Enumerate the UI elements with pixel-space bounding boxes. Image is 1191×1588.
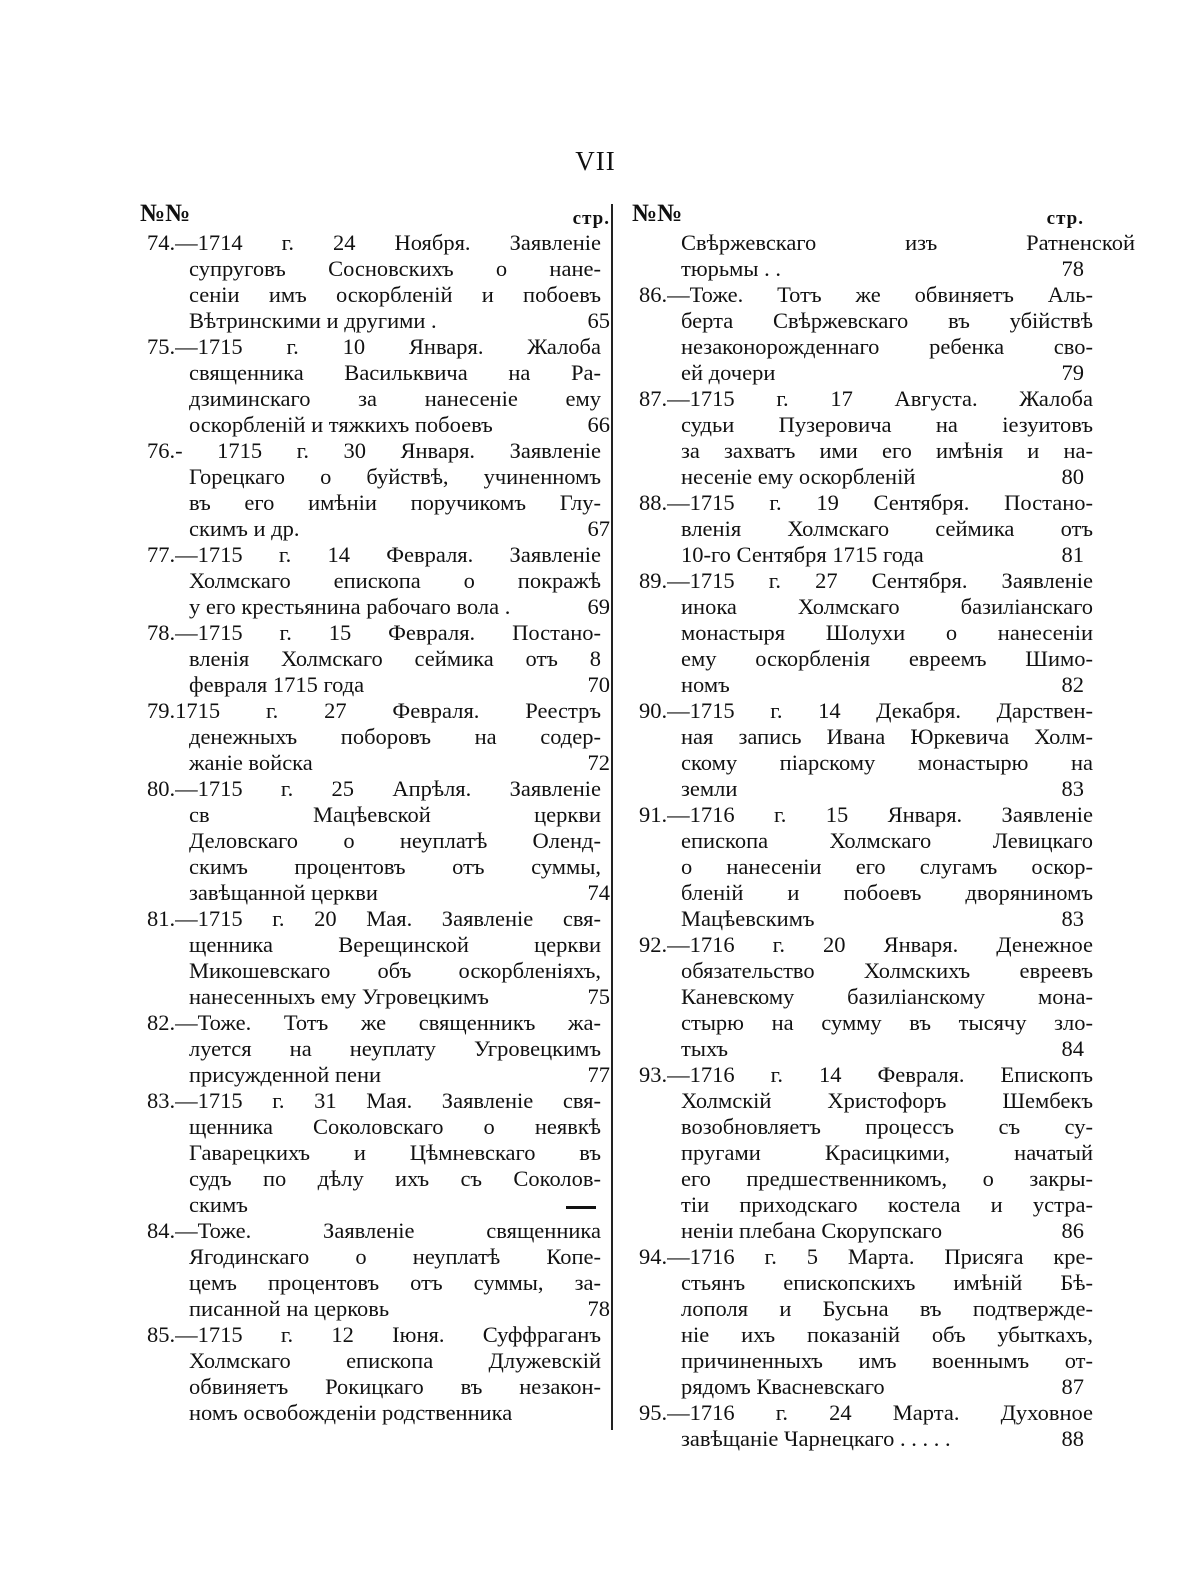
- entry-page-number: 81: [1061, 542, 1084, 567]
- toc-entry: [132, 1088, 610, 1218]
- entry-text: —1715 г. 25 Апрѣля. Заявленіе: [175, 776, 601, 801]
- entry-number: 95.: [639, 1400, 668, 1425]
- entry-page-number: 69: [587, 594, 610, 619]
- entry-first-line: [132, 1088, 601, 1114]
- toc-entry: [132, 1010, 610, 1088]
- entry-line: февраля 1715 года: [189, 672, 365, 697]
- toc-entry: [132, 230, 610, 334]
- entry-number: 90.: [639, 698, 668, 723]
- entry-text: 1715 г. 27 Февраля. Реестръ: [175, 698, 601, 723]
- entry-line: номъ освобожденіи родственника: [189, 1400, 513, 1425]
- entry-line: епископа Холмскаго Левицкаго: [681, 828, 1093, 853]
- entry-line: незаконорожденнаго ребенка сво-: [681, 334, 1093, 359]
- entry-page-number: 78: [587, 1296, 610, 1321]
- entry-line: присужденной пени: [189, 1062, 382, 1087]
- entry-page-number: 75: [587, 984, 610, 1009]
- entry-line: Микошевскаго объ оскорбленіяхъ,: [189, 958, 601, 983]
- entry-line: земли: [681, 776, 738, 801]
- entry-number: 87.: [639, 386, 668, 411]
- entry-line: денежныхъ поборовъ на содер-: [189, 724, 601, 749]
- entry-line: ему оскорбленія евреемъ Шимо-: [681, 646, 1093, 671]
- entry-line: скимъ процентовъ отъ суммы,: [189, 854, 601, 879]
- entry-text: —Тоже. Тотъ же священникъ жа-: [175, 1010, 601, 1035]
- entry-line: Каневскому базиліанскому мона-: [681, 984, 1093, 1009]
- entry-line: 10-го Сентября 1715 года: [681, 542, 924, 567]
- entry-line: бленій и побоевъ дворяниномъ: [681, 880, 1093, 905]
- toc-entry: [624, 932, 1093, 1062]
- entry-text: —1715 г. 15 Февраля. Постано-: [175, 620, 601, 645]
- entry-line: за захватъ ими его имѣнія и на-: [681, 438, 1093, 463]
- entry-number: 83.: [147, 1088, 176, 1113]
- entry-line: св Мацѣевской церкви: [189, 802, 601, 827]
- entry-page-number: 70: [587, 672, 610, 697]
- entry-page-number: 66: [587, 412, 610, 437]
- entry-number: 85.: [147, 1322, 176, 1347]
- entry-first-line: [624, 1400, 1093, 1426]
- number-heading: №№: [140, 200, 191, 227]
- toc-entry: [624, 568, 1093, 698]
- entry-line: стырю на сумму въ тысячу зло-: [681, 1010, 1093, 1035]
- entry-line: Холмскаго епископа о покражѣ: [189, 568, 601, 593]
- entry-line: вленія Холмскаго сеймика отъ: [681, 516, 1093, 541]
- entry-line: неніи плебана Скорупскаго: [681, 1218, 943, 1243]
- entry-first-line: [624, 1062, 1093, 1088]
- entry-number: 76.: [147, 438, 176, 463]
- entry-line: Холмскаго епископа Длужевскій: [189, 1348, 601, 1373]
- left-column-header: [132, 200, 610, 230]
- entry-page-number: 83: [1061, 906, 1084, 931]
- entry-line: скимъ: [189, 1192, 248, 1217]
- entry-line: священника Васильквича на Ра-: [189, 360, 601, 385]
- entry-first-line: [132, 1322, 601, 1348]
- page-folio: VII: [575, 146, 616, 176]
- entry-first-line: Свѣржевскаго изъ Ратненской: [681, 230, 1135, 255]
- toc-entry: [132, 1322, 610, 1426]
- entry-text: —1715 г. 20 Мая. Заявленіе свя-: [175, 906, 601, 931]
- entry-number: 81.: [147, 906, 176, 931]
- page-heading: стр.: [1046, 208, 1084, 229]
- entry-page-number: 88: [1061, 1426, 1084, 1451]
- right-column: [624, 200, 1135, 1452]
- entry-first-line: [132, 1218, 601, 1244]
- toc-entry: [624, 1400, 1093, 1452]
- entry-line: завѣщаніе Чарнецкаго . . . . .: [681, 1426, 951, 1451]
- entry-text: —1715 г. 19 Сентября. Постано-: [667, 490, 1093, 515]
- toc-entry: [132, 542, 610, 620]
- entry-number: 75.: [147, 334, 176, 359]
- entry-line: его предшественникомъ, о закры-: [681, 1166, 1093, 1191]
- entry-text: —Тоже. Заявленіе священника: [175, 1218, 601, 1243]
- entry-text: —1716 г. 20 Января. Денежное: [667, 932, 1093, 957]
- entry-line: обязательство Холмскихъ евреевъ: [681, 958, 1093, 983]
- entry-line: тіи приходскаго костела и устра-: [681, 1192, 1093, 1217]
- entry-number: 94.: [639, 1244, 668, 1269]
- entry-first-line: [132, 776, 601, 802]
- entry-first-line: [132, 698, 601, 724]
- entry-page-number: 67: [587, 516, 610, 541]
- entry-first-line: [624, 386, 1093, 412]
- entry-line: судъ по дѣлу ихъ съ Соколов-: [189, 1166, 601, 1191]
- entry-line: несеніе ему оскорбленій: [681, 464, 916, 489]
- entry-text: —1716 г. 5 Марта. Присяга кре-: [667, 1244, 1093, 1269]
- entry-line: пругами Красицкими, начатый: [681, 1140, 1093, 1165]
- entry-line: писанной на церковь: [189, 1296, 390, 1321]
- entry-line: тыхъ: [681, 1036, 728, 1061]
- entry-line: Гаварецкихъ и Цѣмневскаго въ: [189, 1140, 601, 1165]
- entry-first-line: [132, 334, 601, 360]
- entry-page-number: 84: [1061, 1036, 1084, 1061]
- entry-page-number: 65: [587, 308, 610, 333]
- toc-entry: [132, 776, 610, 906]
- toc-entry: [624, 1062, 1093, 1244]
- entry-line: жаніе войска: [189, 750, 313, 775]
- entry-text: —1715 г. 12 Іюня. Суффраганъ: [175, 1322, 601, 1347]
- entry-number: 93.: [639, 1062, 668, 1087]
- entry-number: 77.: [147, 542, 176, 567]
- entry-page-number: 79: [1061, 360, 1084, 385]
- entry-line: цемъ процентовъ отъ суммы, за-: [189, 1270, 601, 1295]
- entry-text: —Тоже. Тотъ же обвиняетъ Аль-: [667, 282, 1093, 307]
- toc-entry: [624, 1244, 1093, 1400]
- number-heading: №№: [632, 200, 683, 227]
- entry-text: —1715 г. 10 Января. Жалоба: [175, 334, 601, 359]
- entry-line: судьи Пузеровича на іезуитовъ: [681, 412, 1093, 437]
- entry-line: нанесенныхъ ему Угровецкимъ: [189, 984, 489, 1009]
- toc-entry: [132, 698, 610, 776]
- entry-page-number: 87: [1061, 1374, 1084, 1399]
- entry-line: рядомъ Квасневскаго: [681, 1374, 885, 1399]
- entry-line: вленія Холмскаго сеймика отъ 8: [189, 646, 601, 671]
- entry-first-line: [624, 698, 1093, 724]
- toc-entry: [624, 282, 1093, 386]
- entry-first-line: [132, 230, 601, 256]
- entry-line: монастыря Шолухи о нанесеніи: [681, 620, 1093, 645]
- entry-line: тюрьмы . .: [681, 256, 782, 281]
- entry-page-number: 86: [1061, 1218, 1084, 1243]
- toc-entry: [624, 802, 1093, 932]
- entry-line: завѣщанной церкви: [189, 880, 378, 905]
- entry-line: скому піарскому монастырю на: [681, 750, 1093, 775]
- entry-line: у его крестьянина рабочаго вола .: [189, 594, 511, 619]
- entry-number: 80.: [147, 776, 176, 801]
- entry-text: —1715 г. 31 Мая. Заявленіе свя-: [175, 1088, 601, 1113]
- entry-line: стьянъ епископскихъ имѣній Бѣ-: [681, 1270, 1093, 1295]
- entry-line: въ его имѣніи поручикомъ Глу-: [189, 490, 601, 515]
- entry-line: ная запись Ивана Юркевича Холм-: [681, 724, 1093, 749]
- right-entry-list: [624, 230, 1135, 1452]
- entry-first-line: [132, 542, 601, 568]
- left-column: [132, 200, 610, 1426]
- entry-first-line: [132, 906, 601, 932]
- toc-entry: [132, 1218, 610, 1322]
- entry-first-line: [132, 620, 601, 646]
- toc-entry: [624, 490, 1093, 568]
- entry-line: Горецкаго о буйствѣ, учиненномъ: [189, 464, 601, 489]
- entry-text: —1714 г. 24 Ноября. Заявленіе: [175, 230, 601, 255]
- entry-line: ніе ихъ показаній объ убыткахъ,: [681, 1322, 1093, 1347]
- entry-line: щенника Соколовскаго о неявкѣ: [189, 1114, 601, 1139]
- entry-number: 91.: [639, 802, 668, 827]
- entry-page-number: 82: [1061, 672, 1084, 697]
- toc-entry: [132, 334, 610, 438]
- entry-first-line: [624, 1244, 1093, 1270]
- entry-number: 79.: [147, 698, 176, 723]
- entry-text: —1716 г. 15 Января. Заявленіе: [667, 802, 1093, 827]
- right-column-header: [624, 200, 1084, 230]
- entry-line: обвиняетъ Рокицкаго въ незакон-: [189, 1374, 601, 1399]
- entry-line: лополя и Бусьна въ подтвержде-: [681, 1296, 1093, 1321]
- entry-line: дзиминскаго за нанесеніе ему: [189, 386, 601, 411]
- entry-page-number: 80: [1061, 464, 1084, 489]
- page-heading: стр.: [572, 208, 610, 229]
- entry-line: ей дочери: [681, 360, 776, 385]
- entry-first-line: [624, 802, 1093, 828]
- entry-text: —1716 г. 24 Марта. Духовное: [667, 1400, 1093, 1425]
- entry-number: 89.: [639, 568, 668, 593]
- entry-line: причиненныхъ имъ военнымъ от-: [681, 1348, 1093, 1373]
- left-entry-list: [132, 230, 610, 1426]
- entry-line: супруговъ Сосновскихъ о нане-: [189, 256, 601, 281]
- entry-page-number: 78: [1061, 256, 1084, 281]
- entry-text: —1715 г. 17 Августа. Жалоба: [667, 386, 1093, 411]
- entry-text: —1715 г. 14 Февраля. Заявленіе: [175, 542, 601, 567]
- toc-entry: [132, 906, 610, 1010]
- entry-first-line: [624, 932, 1093, 958]
- entry-line: луется на неуплату Угровецкимъ: [189, 1036, 601, 1061]
- entry-page-number: 74: [587, 880, 610, 905]
- entry-number: 88.: [639, 490, 668, 515]
- entry-line: Деловскаго о неуплатѣ Оленд-: [189, 828, 601, 853]
- entry-line: о нанесеніи его слугамъ оскор-: [681, 854, 1093, 879]
- entry-line: берта Свѣржевскаго въ убійствѣ: [681, 308, 1093, 333]
- entry-number: 82.: [147, 1010, 176, 1035]
- entry-number: 74.: [147, 230, 176, 255]
- toc-entry: [624, 386, 1093, 490]
- entry-number: 84.: [147, 1218, 176, 1243]
- entry-first-line: [624, 568, 1093, 594]
- entry-line: Мацѣевскимъ: [681, 906, 815, 931]
- toc-entry: [132, 438, 610, 542]
- toc-entry: [624, 698, 1093, 802]
- entry-page-number: 83: [1061, 776, 1084, 801]
- entry-first-line: [624, 282, 1093, 308]
- entry-line: номъ: [681, 672, 730, 697]
- entry-line: щенника Верещинской церкви: [189, 932, 601, 957]
- entry-first-line: [132, 1010, 601, 1036]
- entry-text: —1715 г. 27 Сентября. Заявленіе: [667, 568, 1093, 593]
- toc-entry: [132, 620, 610, 698]
- entry-page-number: 72: [587, 750, 610, 775]
- entry-number: 86.: [639, 282, 668, 307]
- entry-number: 78.: [147, 620, 176, 645]
- entry-first-line: [132, 438, 601, 464]
- entry-line: Холмскій Христофоръ Шембекъ: [681, 1088, 1093, 1113]
- entry-text: —1716 г. 14 Февраля. Епископъ: [667, 1062, 1093, 1087]
- entry-line: Вѣтринскими и другими .: [189, 308, 437, 333]
- entry-text: —1715 г. 14 Декабря. Дарствен-: [667, 698, 1093, 723]
- entry-line: сеніи имъ оскорбленій и побоевъ: [189, 282, 601, 307]
- entry-first-line: [624, 490, 1093, 516]
- entry-text: - 1715 г. 30 Января. Заявленіе: [175, 438, 601, 463]
- column-divider: [611, 204, 613, 1430]
- entry-page-number: 77: [587, 1062, 610, 1087]
- entry-number: 92.: [639, 932, 668, 957]
- entry-line: Ягодинскаго о неуплатѣ Копе-: [189, 1244, 601, 1269]
- entry-line: оскорбленій и тяжкихъ побоевъ: [189, 412, 493, 437]
- toc-entry: [624, 230, 1135, 282]
- entry-line: возобновляетъ процессъ съ су-: [681, 1114, 1093, 1139]
- entry-line: скимъ и др.: [189, 516, 300, 541]
- entry-line: инока Холмскаго базиліанскаго: [681, 594, 1093, 619]
